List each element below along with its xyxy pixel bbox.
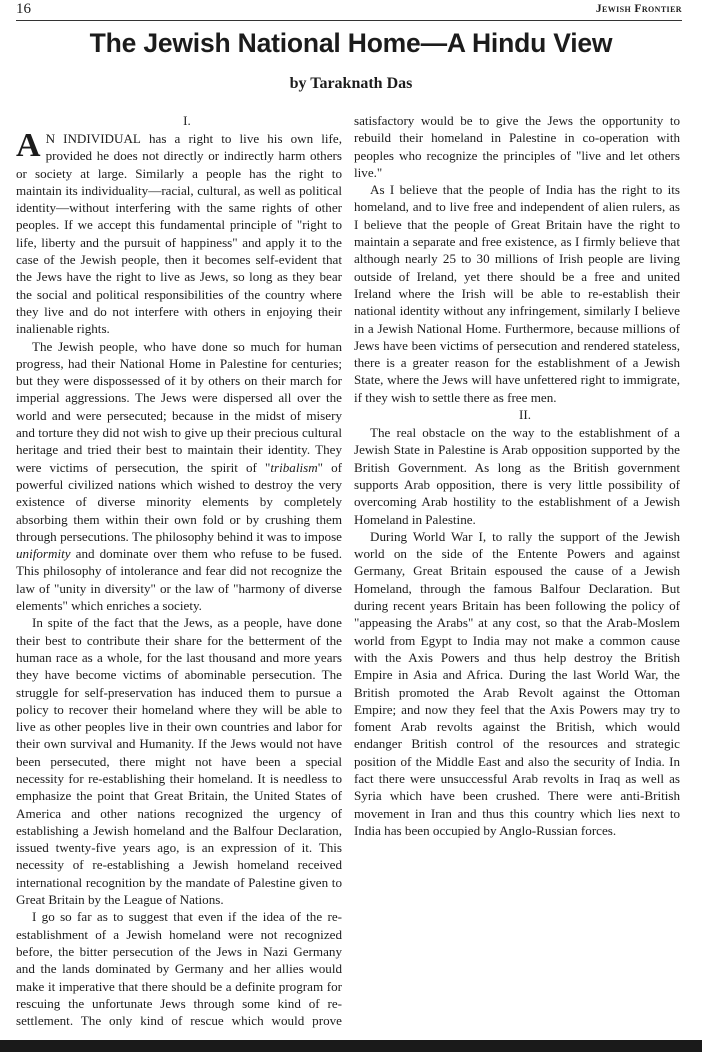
paragraph-1 [16, 127, 342, 338]
emphasis-uniformity: uniformity [16, 546, 71, 562]
paragraph-4: I go so far as to suggest that even if the idea of the re-establishment of a Jewish homeland were not recognized before, the bitter persecution of the Jews in Nazi Germany and the lands dominated by Germany and her allies would make it imperative that there should be a definite program for rescuing the unfortunate Jews through some kind of re-settlement. The only kind of rescue which would prove [16, 909, 342, 1029]
left-column [16, 112, 342, 1029]
paragraph-5: As I believe that the people of India has the right to its homeland, and to live free and independent of alien rulers, as I believe that the people of Great Britain have the right to maintain a separate and free existence, as I firmly believe that although nearly 25 to 30 millions of Irish people are living outside of Ireland, yet there should be a free and united Ireland where the Irish will be able to re-establish their national identity without any infringement, similarly I believe in a Jewish National Home. Furthermore, because millions of Jews have been victims of persecution and rendered stateless, there is a greater reason for the establishment of a Jewish State, where the Jews will have unfettered right to immigrate, if they wish to settle there as free men. [354, 182, 680, 405]
paragraph-1-text: has a right to live his own life, provided he does not directly or indirectly harm others or society at large. Similarly a people has the right to maintain its individuality—racial, cultural, as well as political identity—without interfering with the same rights of other peoples. If we accept this fundamental principle of "right to life, liberty and the pursuit of happiness" and apply it to the case of the Jewish people, then it becomes self-evident that the Jews have the right to live as Jews, so long as they bear the social and political responsibilities of the country where they live and do not interfere with others in enjoying their inalienable rights. [16, 131, 342, 337]
paragraph-2-part-a: The Jewish people, who have done so much for human progress, had their National Home in Palestine for centuries; but they were dispossessed of it by others on their march for imperial aggressions. The Jews were dispersed all over the world and were persecuted; because in the midst of misery and torture they did not wish to give up their precious cultural heritage and tried their best to maintain their identity. They were victims of persecution, the spirit of " [16, 338, 342, 475]
article-title: The Jewish National Home—A Hindu View [89, 28, 613, 58]
paragraph-7: During World War I, to rally the support of the Jewish world on the side of the Entente Powers and against Germany, Great Britain espoused the cause of a Jewish Homeland, through the famous Balfour Declaration. But during recent years Britain has been following the policy of "appeasing the Arabs" at any cost, so that the Arab-Moslem world from Egypt to India may not make a common cause with the Axis Powers and thus help destroy the British Empire in Asia and Africa. During the last World War, the British promoted the Arab Revolt against the Ottoman Empire; and now they feel that the Axis Powers may try to foment Arab revolts against the British, which would endanger British control of the resources and strategic position of the Middle East and also the security of India. In fact there were unsuccessful Arab revolts in Iraq as well as Syria which have been crushed. There were anti-British movement in Iran and thus this country which lies next to India has been occupied by Anglo-Russian forces. [354, 528, 680, 838]
paragraph-2-part-c: and dominate over them who refuse to be fused. This philosophy of intolerance and fear did not recognize the law of "unity in diversity" or the law of "harmony of diverse elements" which enriches a society. [16, 546, 342, 614]
section-number-1: I. [183, 113, 191, 128]
paragraph-2-part-b: " of powerful civilized nations which wished to destroy the very existence of diverse minority elements by completely absorbing them within their own fold or by crushing them through persecutions. The philosophy behind it was to impose [16, 459, 343, 544]
paragraph-4-continued: satisfactory would be to give the Jews the opportunity to rebuild their homeland in Palestine in co-operation with peoples who recognize the principles of "live and let others live." [354, 113, 680, 180]
emphasis-tribalism: tribalism [270, 459, 318, 475]
page-header [0, 0, 702, 22]
page-number: 16 [16, 1, 31, 17]
article-byline: by Taraknath Das [289, 75, 413, 92]
paragraph-3: In spite of the fact that the Jews, as a people, have done their best to contribute their share for the betterment of the human race as a whole, for the last thousand and more years they have become victims of abominable persecution. The struggle for self-preservation has induced them to pursue a policy to recover their homeland where they will be able to live as other peoples live in their own countries and labor for their own survival and Humanity. If the Jews would not have been persecuted, there might not have been a special necessity for re-establishing their homeland. It is needless to emphasize the point that Great Britain, the United States of America and other nations recognized the urgency of establishing a Jewish homeland and the Balfour Declaration, issued twenty-five years ago, is an expression of it. This necessity of re-establishing a Jewish homeland received international recognition by the mandate of Palestine given to Great Britain by the League of Nations. [16, 615, 342, 908]
right-column [354, 112, 680, 839]
section-number-2: II. [519, 407, 531, 423]
drop-cap: A [16, 127, 41, 164]
journal-name: Jewish Frontier [595, 3, 682, 15]
lead-in: N INDIVIDUAL [45, 131, 141, 146]
paragraph-2 [16, 338, 342, 615]
bottom-edge [0, 1040, 702, 1052]
header-rule [16, 20, 682, 21]
paragraph-6: The real obstacle on the way to the establishment of a Jewish State in Palestine is Arab opposition supported by the British Government. As long as the British government supports Arab opposition, there is very little possibility of overcoming Arab hostility to the establishment of a Jewish Homeland in Palestine. [354, 425, 680, 527]
